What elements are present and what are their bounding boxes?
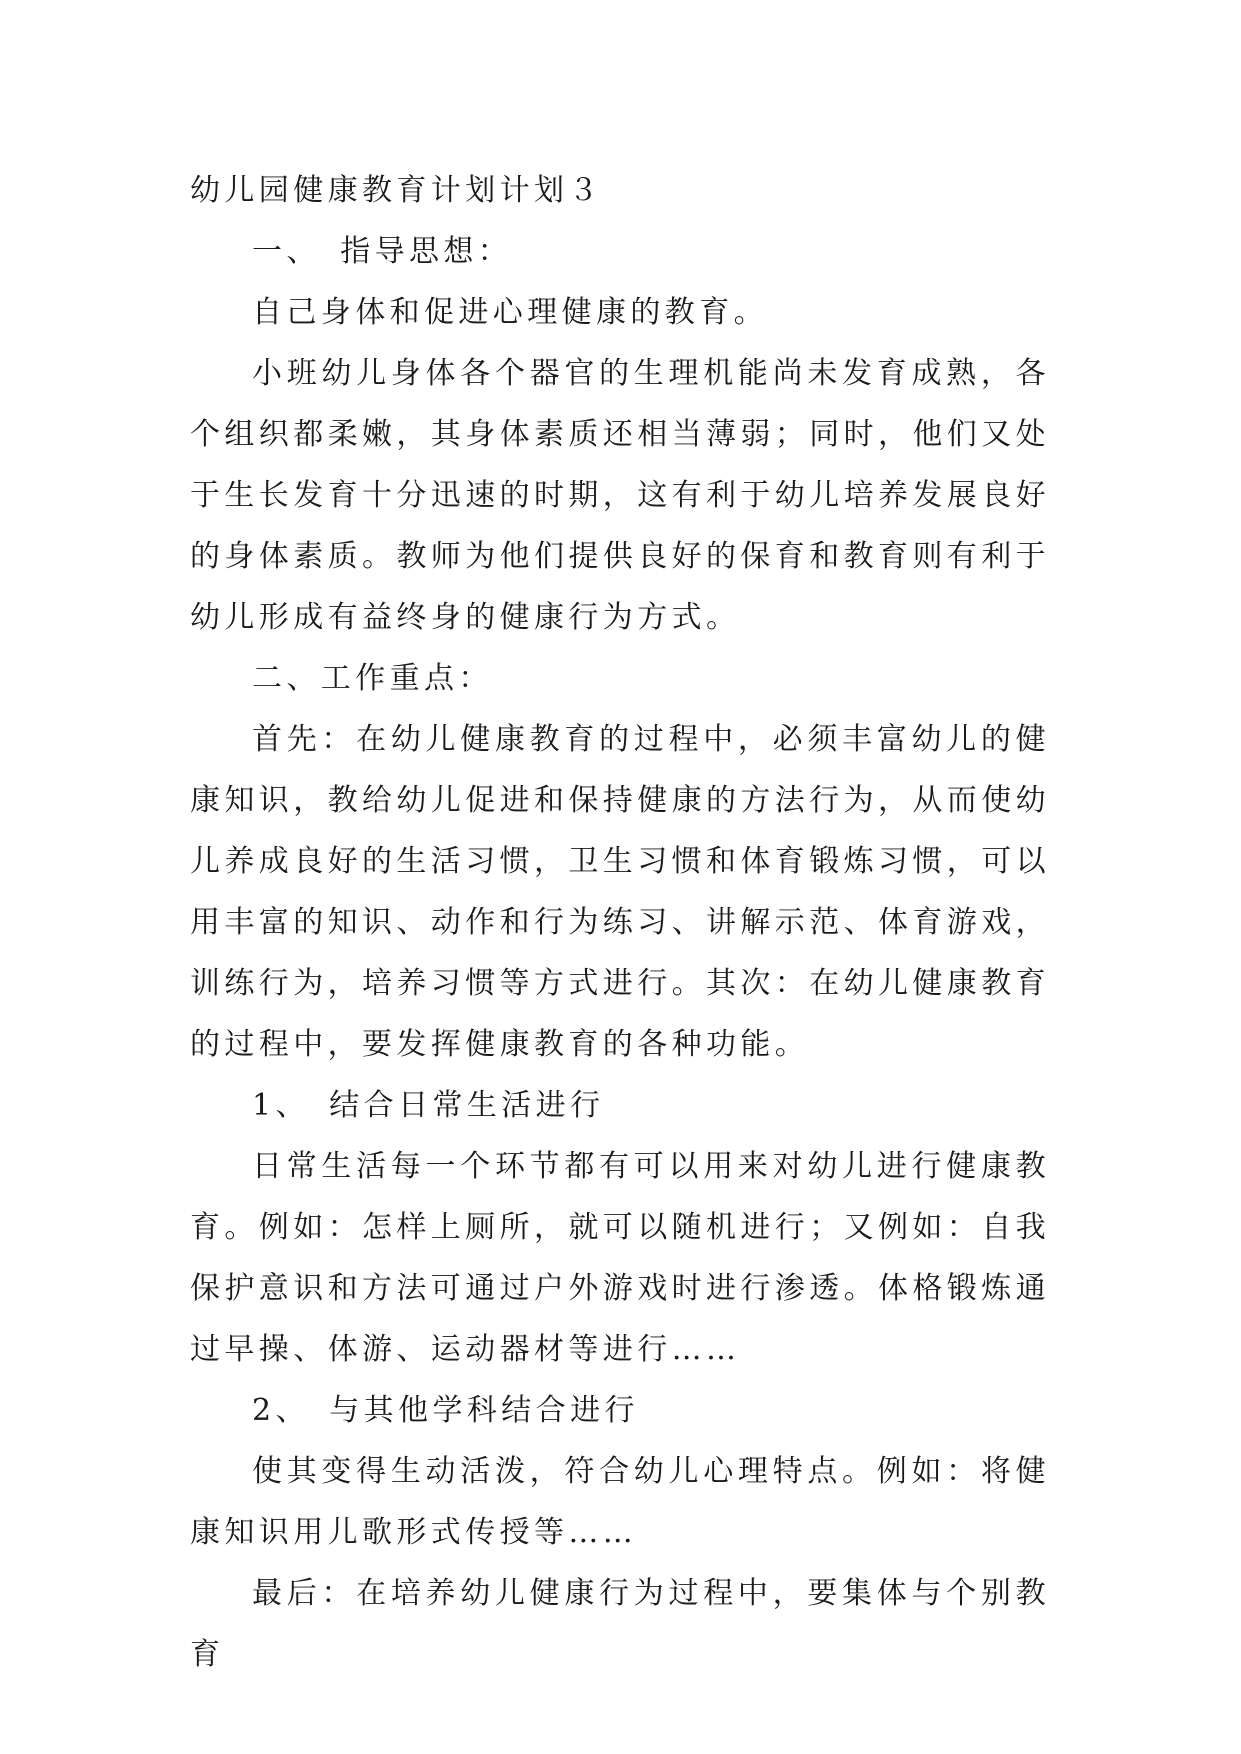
- document-body: [190, 160, 1050, 1685]
- section-heading-work-focus: 二、工作重点：: [252, 661, 493, 696]
- subheading-other-subjects: 2、 与其他学科结合进行: [252, 1393, 639, 1428]
- paragraph: 首先：在幼儿健康教育的过程中，必须丰富幼儿的健康知识，教给幼儿促进和保持健康的方法行为，从而使幼儿养成良好的生活习惯，卫生习惯和体育锻炼习惯，可以用丰富的知识、动作和行为练习、讲解示范、体育游戏，训练行为，培养习惯等方式进行。其次：在幼儿健康教育的过程中，要发挥健康教育的各种功能。: [190, 722, 1050, 1062]
- document-title: 幼儿园健康教育计划计划３: [190, 173, 603, 208]
- paragraph: 使其变得生动活泼，符合幼儿心理特点。例如：将健康知识用儿歌形式传授等……: [190, 1454, 1050, 1550]
- paragraph: 自己身体和促进心理健康的教育。: [252, 295, 768, 330]
- paragraph: 最后：在培养幼儿健康行为过程中，要集体与个别教育: [190, 1576, 1050, 1672]
- section-heading-guiding-ideology: 一、 指导思想：: [252, 234, 513, 269]
- paragraph: 日常生活每一个环节都有可以用来对幼儿进行健康教育。例如：怎样上厕所，就可以随机进行；又例如：自我保护意识和方法可通过户外游戏时进行渗透。体格锻炼通过早操、体游、运动器材等进行……: [190, 1149, 1050, 1367]
- paragraph: 小班幼儿身体各个器官的生理机能尚未发育成熟，各个组织都柔嫩，其身体素质还相当薄弱；同时，他们又处于生长发育十分迅速的时期，这有利于幼儿培养发展良好的身体素质。教师为他们提供良好的保育和教育则有利于幼儿形成有益终身的健康行为方式。: [190, 356, 1050, 635]
- subheading-daily-life: 1、 结合日常生活进行: [252, 1088, 605, 1123]
